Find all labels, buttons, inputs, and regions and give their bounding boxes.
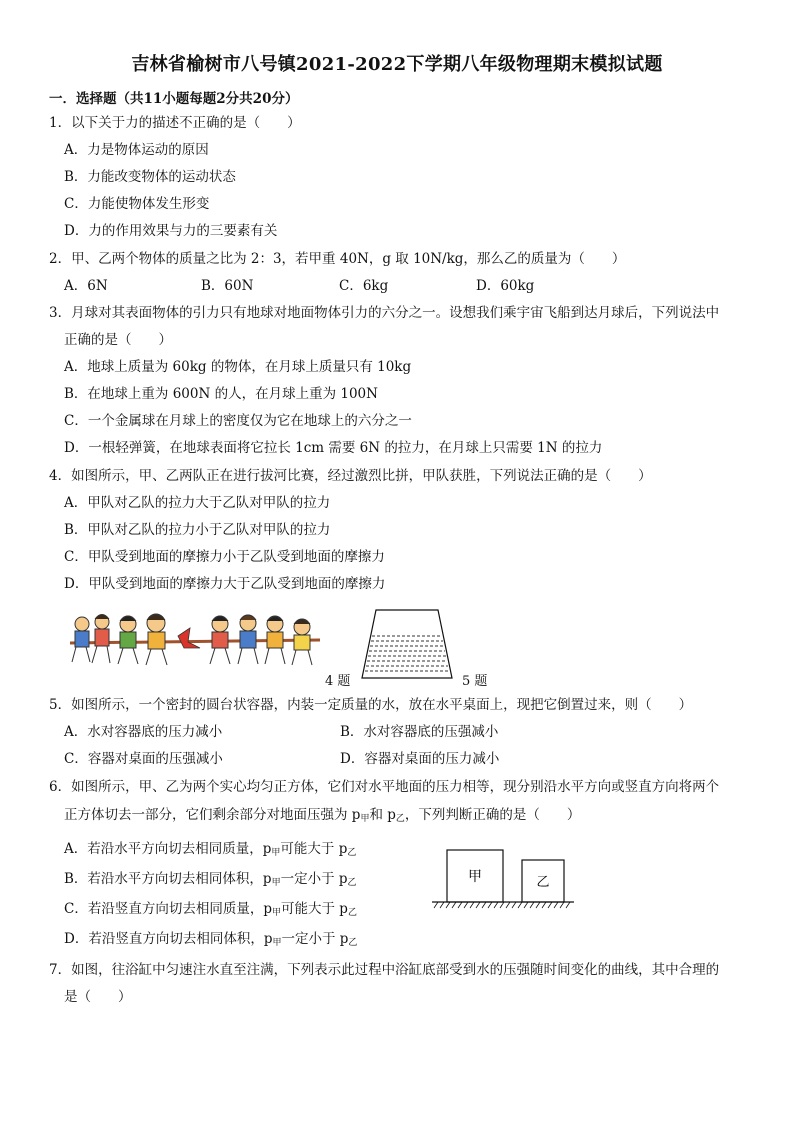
q2-option-c: C．6kg bbox=[339, 278, 389, 294]
q1-stem: 1．以下关于力的描述不正确的是（ ） bbox=[49, 115, 301, 131]
q3-option-a: A．地球上质量为 60kg 的物体，在月球上质量只有 10kg bbox=[64, 359, 412, 375]
q1-option-d: D．力的作用效果与力的三要素有关 bbox=[64, 223, 278, 239]
page-title: 吉林省榆树市八号镇2021-2022下学期八年级物理期末模拟试题 bbox=[131, 54, 663, 75]
cubes-figure bbox=[430, 846, 576, 912]
tug-of-war-figure bbox=[70, 610, 322, 668]
q5-option-c: C．容器对桌面的压强减小 bbox=[64, 751, 223, 767]
q2-option-a: A．6N bbox=[64, 278, 108, 294]
q4-option-b: B．甲队对乙队的拉力小于乙队对甲队的拉力 bbox=[64, 522, 331, 538]
q2-option-b: B．60N bbox=[201, 278, 254, 294]
q3-option-b: B．在地球上重为 600N 的人，在月球上重为 100N bbox=[64, 386, 378, 402]
q6-option-b: B．若沿水平方向切去相同体积，$p_甲$一定小于 $p_乙$ bbox=[64, 871, 357, 888]
q1-option-b: B．力能改变物体的运动状态 bbox=[64, 169, 236, 185]
q5-option-a: A．水对容器底的压力减小 bbox=[64, 724, 223, 740]
q3-stem-line1: 3．月球对其表面物体的引力只有地球对地面物体引力的六分之一。设想我们乘宇宙飞船到达月球后，下列说法中 bbox=[49, 305, 720, 321]
cube-jia-label: 甲 bbox=[468, 869, 482, 885]
q4-option-d: D．甲队受到地面的摩擦力大于乙队受到地面的摩擦力 bbox=[64, 576, 386, 592]
q6-option-d: D．若沿竖直方向切去相同体积，$p_甲$一定小于 $p_乙$ bbox=[64, 931, 358, 948]
q4-option-a: A．甲队对乙队的拉力大于乙队对甲队的拉力 bbox=[64, 495, 331, 511]
q6-stem-line1: 6．如图所示，甲、乙为两个实心均匀正方体，它们对水平地面的压力相等，现分别沿水平方向或竖直方向将两个 bbox=[49, 779, 720, 795]
figure-4-label: 4 题 bbox=[325, 674, 351, 689]
section-heading: 一．选择题（共11小题每题2分共20分） bbox=[49, 91, 299, 107]
figure-5-label: 5 题 bbox=[462, 674, 488, 689]
q3-option-c: C．一个金属球在月球上的密度仅为它在地球上的六分之一 bbox=[64, 413, 412, 429]
q5-option-d: D．容器对桌面的压力减小 bbox=[340, 751, 500, 767]
q1-option-c: C．力能使物体发生形变 bbox=[64, 196, 210, 212]
q7-stem-line1: 7．如图，往浴缸中匀速注水直至注满，下列表示此过程中浴缸底部受到水的压强随时间变化的曲线，其中合理的 bbox=[49, 962, 720, 978]
q1-option-a: A．力是物体运动的原因 bbox=[64, 142, 209, 158]
q6-stem-line2: 正方体切去一部分，它们剩余部分对地面压强为 $p_甲$和 $p_乙$，下列判断正确的是（ ） bbox=[64, 807, 581, 824]
q2-option-d: D．60kg bbox=[476, 278, 535, 294]
q4-option-c: C．甲队受到地面的摩擦力小于乙队受到地面的摩擦力 bbox=[64, 549, 385, 565]
q6-option-a: A．若沿水平方向切去相同质量，$p_甲$可能大于 $p_乙$ bbox=[64, 841, 357, 858]
q5-option-b: B．水对容器底的压强减小 bbox=[340, 724, 499, 740]
q3-stem-line2: 正确的是（ ） bbox=[64, 332, 172, 348]
container-figure bbox=[354, 608, 460, 680]
q2-stem: 2．甲、乙两个物体的质量之比为 2：3，若甲重 40N，g 取 10N/kg，那么乙的质量为（ ） bbox=[49, 251, 626, 267]
q5-stem: 5．如图所示，一个密封的圆台状容器，内装一定质量的水，放在水平桌面上，现把它倒置过来，则（ ） bbox=[49, 697, 693, 713]
q3-option-d: D．一根轻弹簧，在地球表面将它拉长 1cm 需要 6N 的拉力，在月球上只需要 1N 的拉力 bbox=[64, 440, 603, 456]
cube-yi-label: 乙 bbox=[536, 875, 550, 890]
q7-stem-line2: 是（ ） bbox=[64, 989, 132, 1005]
q4-stem: 4．如图所示，甲、乙两队正在进行拔河比赛，经过激烈比拼，甲队获胜，下列说法正确的是（ ） bbox=[49, 468, 652, 484]
q6-option-c: C．若沿竖直方向切去相同质量，$p_甲$可能大于 $p_乙$ bbox=[64, 901, 357, 918]
